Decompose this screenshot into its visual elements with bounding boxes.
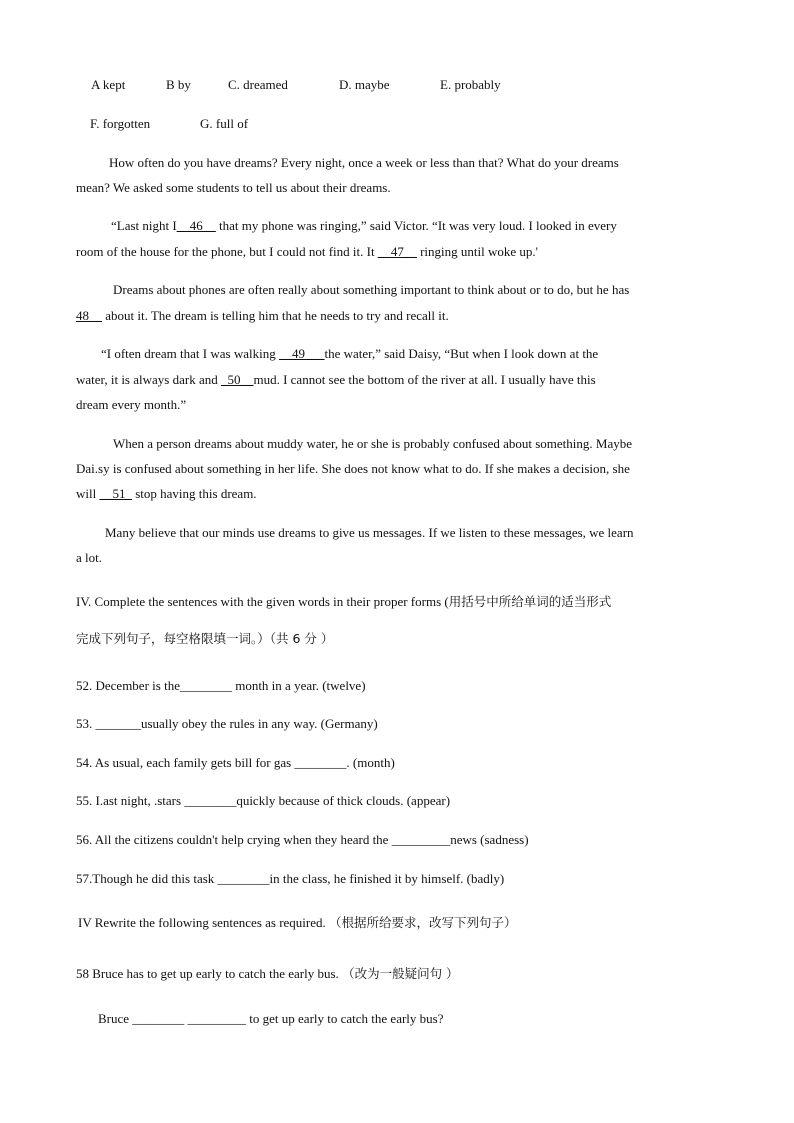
passage-p5-line2: Dai.sy is confused about something in her life. She does not know what to do. If she makes a decision, she: [76, 461, 630, 476]
option-f: F. forgotten: [90, 116, 151, 131]
text-segment: IV. Complete the sentences with the given words in their proper forms (: [76, 594, 449, 609]
text-segment: water, it is always dark and: [76, 372, 221, 387]
passage-p6-line1: Many believe that our minds use dreams to give us messages. If we listen to these messages, we learn: [105, 525, 634, 540]
text-segment: IV Rewrite the following sentences as required.: [78, 915, 330, 930]
text-segment: 58 Bruce has to get up early to catch the early bus.: [76, 966, 343, 981]
section4-heading-line1: [76, 593, 611, 610]
question-53: 53. _______usually obey the rules in any way. (Germany): [76, 716, 378, 731]
text-segment: “Last night I: [111, 218, 177, 233]
blank-49: __49___: [278, 346, 325, 361]
blank-48: 48__: [76, 308, 102, 323]
option-e: E. probably: [440, 77, 501, 92]
passage-p4-line2: [76, 371, 596, 388]
section4-heading-line2: 完成下列句子，每空格限填一词。）（共 6 分 ）: [76, 631, 334, 646]
passage-p2-line1: [111, 217, 617, 234]
text-segment: mud. I cannot see the bottom of the river at all. I usually have this: [253, 372, 596, 387]
passage-p5-line3: [76, 485, 257, 502]
passage-p1-line1: How often do you have dreams? Every night, once a week or less than that? What do your dreams: [109, 155, 619, 170]
passage-p2-line2: [76, 243, 538, 260]
question-55: 55. I.ast night, .stars ________quickly because of thick clouds. (appear): [76, 793, 451, 808]
text-segment: ringing until woke up.': [416, 244, 538, 259]
option-c: C. dreamed: [228, 77, 288, 92]
passage-p1-line2: mean? We asked some students to tell us about their dreams.: [76, 180, 391, 195]
option-b: B by: [166, 77, 191, 92]
question-57: 57.Though he did this task ________in the class, he finished it by himself. (badly): [76, 871, 505, 886]
text-segment: about it. The dream is telling him that he needs to try and recall it.: [102, 308, 449, 323]
text-segment: stop having this dream.: [131, 486, 257, 501]
passage-p3-line1: Dreams about phones are often really about something important to think about or to do, but he has: [113, 282, 630, 297]
passage-p4-line3: dream every month.”: [76, 397, 187, 412]
question-56: 56. All the citizens couldn't help crying when they heard the _________news (sadness): [76, 832, 529, 847]
text-segment: （改为一般疑问句 ）: [342, 966, 459, 981]
option-g: G. full of: [200, 116, 249, 131]
text-segment: the water,” said Daisy, “But when I look down at the: [324, 346, 599, 361]
blank-47: __47__: [377, 244, 417, 259]
passage-p3-line2: [76, 307, 449, 324]
text-segment: will: [76, 486, 100, 501]
blank-51: __51_: [99, 486, 132, 501]
passage-p5-line1: When a person dreams about muddy water, he or she is probably confused about something. Maybe: [113, 436, 632, 451]
passage-p6-line2: a lot.: [76, 550, 102, 565]
text-segment: “I often dream that I was walking: [101, 346, 279, 361]
text-segment: （根据所给要求，改写下列句子）: [329, 915, 517, 930]
answer-58: Bruce ________ _________ to get up early to catch the early bus?: [98, 1011, 444, 1026]
question-58: [76, 965, 459, 982]
question-52: 52. December is the________ month in a year. (twelve): [76, 678, 366, 693]
text-segment: that my phone was ringing,” said Victor. “It was very loud. I looked in every: [215, 218, 617, 233]
blank-46: __46__: [176, 218, 216, 233]
text-segment: room of the house for the phone, but I could not find it. It: [76, 244, 378, 259]
passage-p4-line1: [101, 345, 598, 362]
option-d: D. maybe: [339, 77, 390, 92]
text-segment: 用括号中所给单词的适当形式: [448, 594, 612, 609]
option-a: A kept: [91, 77, 126, 92]
section5-heading: [78, 914, 517, 931]
blank-50: _50__: [220, 372, 254, 387]
question-54: 54. As usual, each family gets bill for gas ________. (month): [76, 755, 395, 770]
